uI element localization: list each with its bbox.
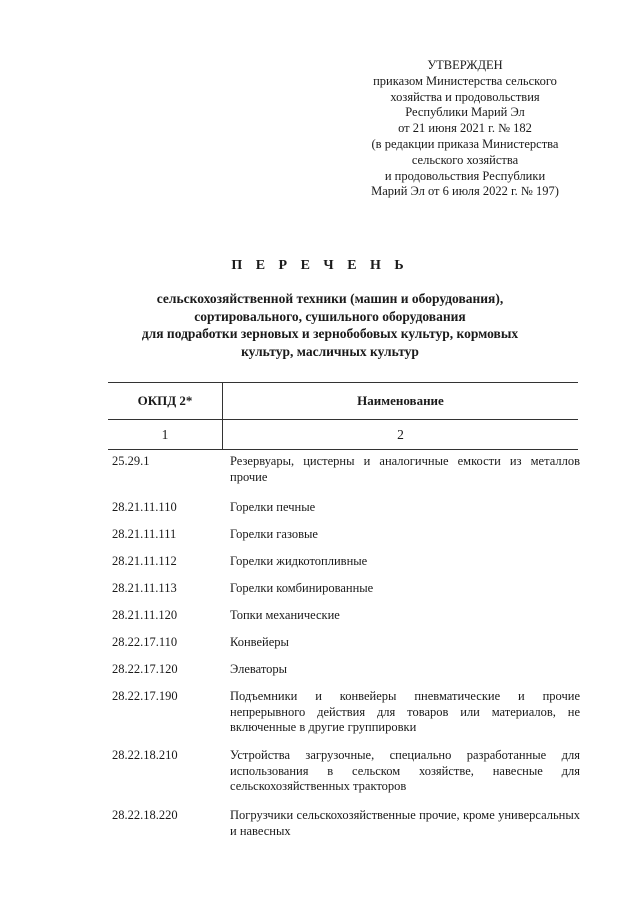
table-row bbox=[112, 454, 580, 485]
row-name: Топки механические bbox=[230, 608, 340, 622]
row-name: Горелки жидкотопливные bbox=[230, 554, 368, 568]
row-name: Горелки комбинированные bbox=[230, 581, 374, 595]
approval-line: приказом Министерства сельского bbox=[373, 73, 557, 88]
table-row bbox=[112, 635, 580, 651]
approval-line: от 21 июня 2021 г. № 182 bbox=[398, 121, 532, 136]
row-name: Горелки печные bbox=[230, 500, 316, 514]
column-number-2: 2 bbox=[397, 427, 404, 442]
column-number-row bbox=[108, 419, 578, 449]
column-header-code: ОКПД 2* bbox=[108, 383, 223, 419]
table-row bbox=[112, 608, 580, 624]
row-code: 28.22.17.120 bbox=[112, 662, 178, 676]
table-row bbox=[112, 554, 580, 570]
subtitle-line: сельскохозяйственной техники (машин и оборудования), bbox=[156, 291, 504, 306]
row-name: Подъемники и конвейеры пневматические и прочие непрерывного действия для товаров или материалов, не включенные в другие группировки bbox=[230, 689, 580, 734]
table-header-row bbox=[108, 383, 578, 419]
table-row bbox=[112, 662, 580, 678]
row-code: 28.22.18.220 bbox=[112, 808, 178, 822]
table-header bbox=[108, 382, 578, 450]
row-name: Конвейеры bbox=[230, 635, 289, 649]
approval-line: УТВЕРЖДЕН bbox=[427, 58, 503, 72]
subtitle-line: сортировального, сушильного оборудования bbox=[194, 308, 466, 324]
table-row bbox=[112, 748, 580, 795]
approval-line: сельского хозяйства bbox=[411, 152, 519, 167]
table-row bbox=[112, 527, 580, 543]
table-row bbox=[112, 581, 580, 597]
approval-block bbox=[340, 58, 590, 200]
table-row bbox=[112, 808, 580, 839]
approval-line: Республики Марий Эл bbox=[405, 105, 525, 120]
row-name: Резервуары, цистерны и аналогичные емкости из металлов прочие bbox=[230, 454, 580, 484]
row-code: 28.21.11.111 bbox=[112, 527, 177, 541]
table-row bbox=[112, 500, 580, 516]
row-code: 28.21.11.120 bbox=[112, 608, 178, 622]
row-code: 28.21.11.110 bbox=[112, 500, 177, 514]
approval-line: Марий Эл от 6 июля 2022 г. № 197) bbox=[371, 184, 559, 199]
row-code: 28.21.11.112 bbox=[112, 554, 177, 568]
row-name: Устройства загрузочные, специально разработанные для использования в сельском хозяйстве, навесные для сельскохозяйственных тракторов bbox=[230, 748, 580, 793]
row-code: 28.22.17.110 bbox=[112, 635, 178, 649]
approval-line: (в редакции приказа Министерства bbox=[371, 136, 559, 151]
row-name: Элеваторы bbox=[230, 662, 288, 676]
row-code: 28.22.18.210 bbox=[112, 748, 178, 762]
row-code: 25.29.1 bbox=[112, 454, 150, 468]
column-header-name: Наименование bbox=[357, 393, 444, 408]
row-name: Горелки газовые bbox=[230, 527, 318, 541]
subtitle-line: культур, масличных культур bbox=[241, 343, 419, 359]
row-name: Погрузчики сельскохозяйственные прочие, кроме универсальных и навесных bbox=[230, 808, 580, 838]
row-code: 28.21.11.113 bbox=[112, 581, 177, 595]
approval-line: хозяйства и продовольствия bbox=[390, 89, 540, 104]
row-code: 28.22.17.190 bbox=[112, 689, 178, 703]
subtitle-line: для подработки зерновых и зернобобовых культур, кормовых bbox=[141, 326, 519, 341]
document-title: П Е Р Е Ч Е Н Ь bbox=[231, 258, 409, 273]
column-number-1: 1 bbox=[108, 420, 223, 449]
document-subtitle bbox=[120, 290, 540, 360]
approval-line: и продовольствия Республики bbox=[384, 168, 546, 183]
table-row bbox=[112, 689, 580, 736]
